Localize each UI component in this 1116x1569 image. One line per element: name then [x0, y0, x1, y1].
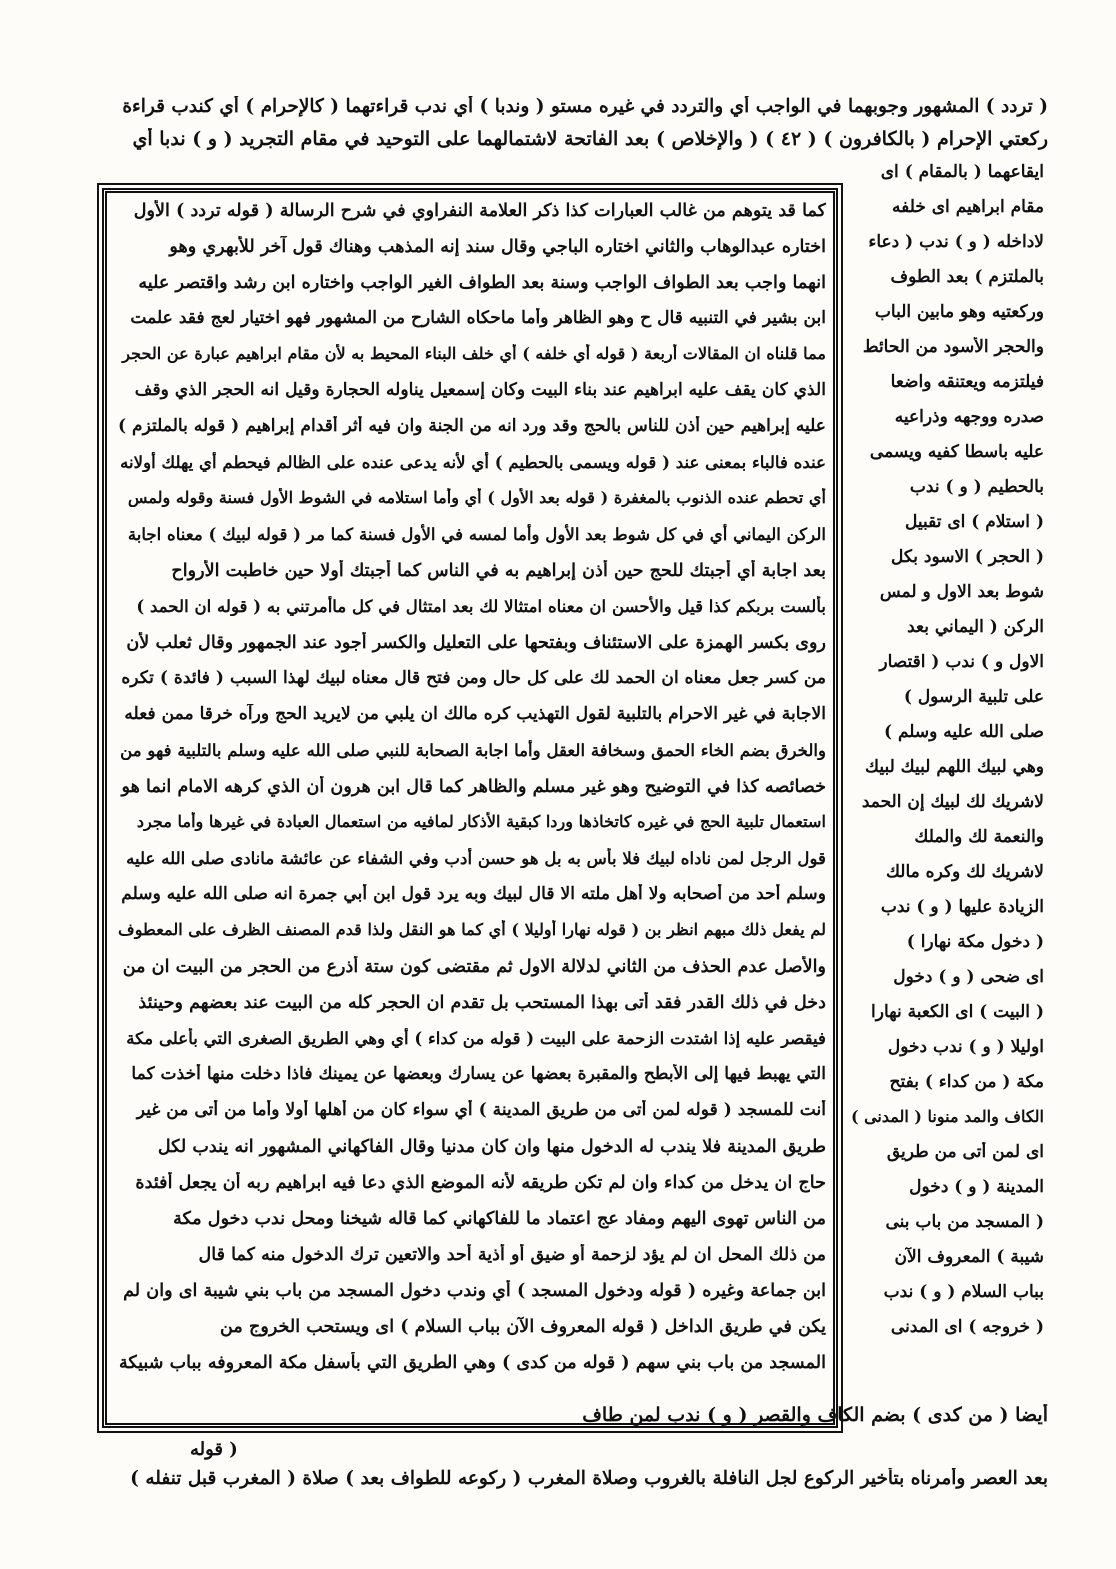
main-text-line: الاول و ) ندب ( اقتصار [879, 652, 1044, 672]
main-text-line: والنعمة لك والملك [914, 827, 1044, 847]
commentary-line: الاجابة في غير الاحرام بالتلبية لقول التهذيب كره مالك ان يلبي من لايريد الحج ورآه خرقا ممن فعله [124, 704, 826, 724]
commentary-line: اختاره عبدالوهاب والثاني اختاره الباجي وقال سند إنه المذهب وهناك قول آخر للأبهري وهو [169, 236, 826, 257]
main-text-line: فيلتزمه ويعتنقه واضعا [890, 372, 1044, 392]
commentary-line: الذي كان يقف عليه ابراهيم عند بناء البيت وكان إسمعيل يناوله الحجارة وقيل انه الحجر الذي وقف [134, 380, 826, 400]
commentary-line: أي تحطم عنده الذنوب بالمغفرة ( قوله بعد الأول ) أي وأما استلامه في الشوط الأول فسنة وقوله ولمس [127, 488, 826, 507]
main-text-line: ( البيت ) اى الكعبة نهارا [871, 1002, 1044, 1022]
commentary-line: من ذلك المحل ان لم يؤد لزحمة أو ضيق أو أذية أحد والاتعين ترك الدخول منه كما قال [198, 1244, 826, 1265]
main-text-line: بالملتزم ) بعد الطوف [890, 267, 1044, 287]
commentary-line: دخل في ذلك القدر فقد أتى بهذا المستحب بل تقدم ان الحجر كله من البيت عند بعضهم وحينئذ [138, 992, 826, 1013]
commentary-line: انهما واجب بعد الطواف الواجب وسنة بعد الطواف الغير الواجب واختاره ابن رشد واقتصر عليه [138, 272, 826, 293]
commentary-line: لم يفعل ذلك مبهم انظر بن ( قوله نهارا أوليلا ) أي كما هو النقل ولذا قدم المصنف الظرف على المعطوف [118, 920, 826, 939]
commentary-line: كما قد يتوهم من غالب العبارات كذا ذكر العلامة النفراوي في شرح الرسالة ( قوله تردد ) الأول [133, 200, 826, 221]
commentary-line: من الناس تهوى اليهم ومفاد عج اعتماد ما للفاكهاني كما قاله شيخنا ومحل ندب دخول مكة [173, 1208, 826, 1229]
main-text-line: صدره ووجهه وذراعيه [894, 407, 1044, 427]
main-text-line: ( دخول مكة نهارا ) [906, 932, 1044, 952]
footer-line: أيضا ( من كدى ) بضم الكاف والقصر ( و ) ندب لمن طاف [582, 1404, 1048, 1426]
main-text-line: الزيادة عليها ( و ) ندب [880, 897, 1044, 917]
header-line: ( تردد ) المشهور وجوبهما في الواجب أي والتردد في غيره مستو ( وندبا ) أي ندب قراءتهما ( كالإحرام ) أي كندب قراءة [122, 96, 1048, 117]
main-text-line: بالحطيم ( و ) ندب [909, 477, 1044, 497]
commentary-line: فيقصر عليه إذا اشتدت الزحمة على البيت ( قوله من كداء ) أي وهي الطريق الصغرى التي بأعلى مكة [126, 1028, 826, 1048]
main-text-line: صلى الله عليه وسلم ) [883, 722, 1044, 742]
commentary-line: قول الرجل لمن ناداه لبيك فلا بأس به بل هو حسن أدب وفي الشفاء عن عائشة مانادى صلى الله عليه [126, 848, 826, 868]
commentary-line: يكن في طريق الداخل ( قوله المعروف الآن بباب السلام ) اى ويستحب الخروج من [220, 1316, 826, 1337]
main-text-line: اى لمن أتى من طريق [886, 1142, 1044, 1162]
commentary-line: ابن جماعة وغيره ( قوله ودخول المسجد ) أي وندب دخول المسجد من باب بني شيبة اى وان لم [123, 1280, 826, 1301]
commentary-line: عنده فالباء بمعنى عند ( قوله ويسمى بالحطيم ) أي لأنه يدعى عنده على الظالم فيحطم أي يهلك أولانه [120, 452, 826, 472]
commentary-frame [102, 188, 838, 1428]
header-line: ركعتي الإحرام ( بالكافرون ) ( ٤٢ ) ( والإخلاص ) بعد الفاتحة لاشتمالهما على التوحيد في مقام التجريد ( و ) ندبا أي [132, 128, 1048, 150]
commentary-line: خصائصه كذا في التوضيح وهو غير مسلم والظاهر كما قال ابن هرون أن الذي كرهه الامام انما هو [121, 776, 826, 797]
main-text-line: لاشريك لك لبيك إن الحمد [861, 792, 1044, 812]
commentary-line: والخرق بضم الخاء الحمق وسخافة العقل وأما اجابة الصحابة للنبي صلى الله عليه وسلم بالتلبية فهو من [120, 740, 826, 760]
commentary-line: بعد اجابة أي أجبتك للحج حين أذن إبراهيم به في الناس كما أجبتك أولا حين خاطبت الأرواح [171, 560, 826, 581]
main-text-line: لاداخله ( و ) ندب ( دعاء [868, 232, 1044, 252]
main-text-line: شوط بعد الاول و لمس [879, 582, 1044, 602]
commentary-line: وسلم أحد من أصحابه ولا أهل ملته الا قال لبيك وبه يرد قول ابن أبي جمرة انه صلى الله عليه وسلم [121, 884, 826, 904]
commentary-line: بألست بربكم كذا قيل والأحسن ان معناه امتثالا لك بعد امتثال في كل ماأمرتني به ( قوله ان الحمد ) [136, 596, 826, 616]
commentary-line: عليه إبراهيم حين أذن للناس بالحج وقد ورد انه من الجنة وان فيه أثر أقدام إبراهيم ( قوله بالملتزم ) [118, 416, 826, 436]
main-text-line: ايقاعهما ( بالمقام ) اى [880, 162, 1044, 182]
main-text-line: والحجر الأسود من الحائط [862, 337, 1044, 357]
main-text-line: ( المسجد من باب بنى [885, 1212, 1044, 1232]
commentary-line: والأصل عدم الحذف من الثاني لدلالة الاول ثم مقتضى كون ستة أذرع من الحجر من البيت ان من [122, 956, 826, 977]
main-text-line: ( استلام ) اى تقبيل [904, 512, 1044, 532]
commentary-line: طريق المدينة فلا يندب له الدخول منها وان كان مدنيا وقال الفاكهاني المشهور انه يندب لكل [157, 1136, 826, 1157]
main-text-line: ( الحجر ) الاسود بكل [891, 547, 1044, 567]
main-text-line: لاشريك لك وكره مالك [885, 862, 1044, 882]
main-text-line: شيبة ) المعروف الآن [894, 1247, 1044, 1267]
commentary-line: المسجد من باب بني سهم ( قوله من كدى ) وهي الطريق التي بأسفل مكة المعروفه بباب شبيكة [118, 1352, 826, 1373]
catchword: ( قوله [190, 1439, 238, 1460]
main-text-line: المدينة ( و ) دخول [909, 1177, 1044, 1197]
main-text-line: عليه باسطا كفيه ويسمى [869, 442, 1044, 462]
commentary-line: أنت للمسجد ( قوله لمن أتى من طريق المدينة ) أي سواء كان من أهلها أولا وأما من أتى من غير [136, 1100, 826, 1120]
main-text-line: الكاف والمد منونا ( المدنى ) [850, 1107, 1044, 1126]
commentary-line: استعمال تلبية الحج في غيره كاتخاذها وردا كبقية الأذكار لمافيه من استعمال العبادة في غيرها وأما مجرد [136, 812, 826, 831]
footer-line: بعد العصر وأمرناه بتأخير الركوع لجل النافلة بالغروب وصلاة المغرب ( ركوعه للطواف بعد ) صلاة ( المغرب قبل تنفله ) [130, 1468, 1048, 1489]
main-text-line: وركعتيه وهو مابين الباب [874, 302, 1044, 322]
main-text-line: بباب السلام ( و ) ندب [883, 1282, 1044, 1302]
main-text-line: اى ضحى ( و ) دخول [893, 967, 1044, 987]
main-text-line: اوليلا ( و ) ندب دخول [887, 1037, 1044, 1057]
commentary-line: من كسر جعل معناه ان الحمد لك على كل حال ومن فتح قال معناه لبيك لهذا السبب ( فائدة ) تكره [121, 668, 826, 688]
main-text-line: الركن ( اليماني بعد [907, 617, 1044, 637]
commentary-line: الركن اليماني أي في كل شوط بعد الأول وأما لمسه في الأول فسنة كما مر ( قوله لبيك ) معناه اجابة [127, 524, 826, 544]
commentary-line: مما قلناه ان المقالات أربعة ( قوله أي خلفه ) أي خلف البناء المحيط به لأن مقام ابراهيم عبارة عن الحجر [122, 344, 826, 363]
main-text-line: ( خروجه ) اى المدنى [890, 1317, 1044, 1337]
main-text-line: على تلبية الرسول ) [903, 687, 1044, 707]
commentary-line: حاج ان يدخل من كداء وان لم تكن طريقه لأنه الموضع الذي دعا فيه ابراهيم ربه أن يجعل أفئدة [135, 1172, 826, 1193]
commentary-line: روى بكسر الهمزة على الاستئناف وبفتحها على التعليل والكسر أجود عند الجمهور وقال ثعلب لأن [126, 632, 826, 653]
main-text-line: مقام ابراهيم اى خلفه [891, 197, 1044, 217]
main-text-line: مكة ( من كداء ) بفتح [889, 1072, 1044, 1092]
commentary-line: ابن بشير في التنبيه قال ح وهو الظاهر وأما ماحكاه الشارح من المشهور فهو اختيار لعج فقد علمت [130, 308, 826, 328]
main-text-line: وهي لبيك اللهم لبيك لبيك [865, 757, 1044, 777]
commentary-line: التي يهبط فيها إلى الأبطح والمقبرة بعضها عن يسارك وبعضها عن يمينك فاذا دخلت منها أخذت كما [131, 1064, 826, 1084]
